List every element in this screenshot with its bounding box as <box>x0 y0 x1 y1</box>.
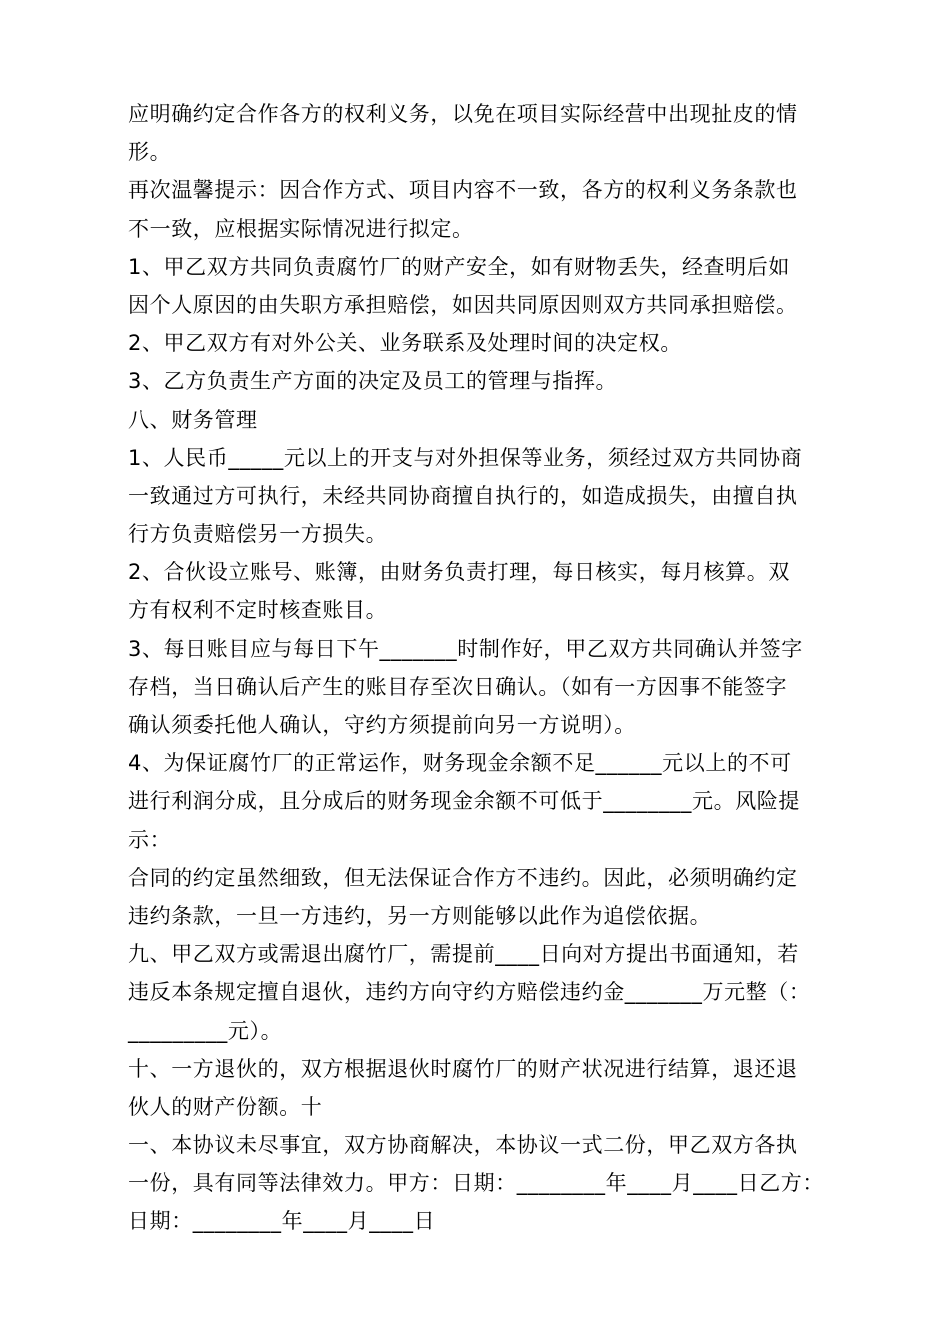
text-line: 确认须委托他人确认，守约方须提前向另一方说明）。 <box>128 713 636 737</box>
signature-line: 日期：________年____月____日 <box>128 1209 436 1234</box>
text-line: 4、为保证腐竹厂的正常运作，财务现金余额不足______元以上的不可 <box>128 751 792 776</box>
text-line: 九、甲乙双方或需退出腐竹厂，需提前____日向对方提出书面通知，若 <box>128 942 799 967</box>
text-line: 3、每日账目应与每日下午_______时制作好，甲乙双方共同确认并签字 <box>128 636 803 661</box>
text-line: 3、乙方负责生产方面的决定及员工的管理与指挥。 <box>128 369 618 394</box>
text-line: 行方负责赔偿另一方损失。 <box>128 522 388 547</box>
text-line: 再次温馨提示：因合作方式、项目内容不一致，各方的权利义务条款也 <box>128 178 798 203</box>
document-body <box>128 95 828 1241</box>
text-line: _________元）。 <box>128 1018 283 1043</box>
text-line: 十、一方退伙的，双方根据退伙时腐竹厂的财产状况进行结算，退还退 <box>128 1056 798 1081</box>
text-line: 违约条款，一旦一方违约，另一方则能够以此作为追偿依据。 <box>128 903 712 928</box>
text-line: 2、甲乙双方有对外公关、业务联系及处理时间的决定权。 <box>128 331 682 356</box>
text-line: 伙人的财产份额。十 <box>128 1094 323 1119</box>
text-line: 形。 <box>128 140 172 165</box>
text-line: 1、甲乙双方共同负责腐竹厂的财产安全，如有财物丢失，经查明后如 <box>128 254 790 279</box>
section-heading: 八、财务管理 <box>128 407 258 432</box>
text-line: 因个人原因的由失职方承担赔偿，如因共同原因则双方共同承担赔偿。 <box>128 292 798 317</box>
text-line: 不一致，应根据实际情况进行拟定。 <box>128 216 474 241</box>
text-line: 1、人民币_____元以上的开支与对外担保等业务，须经过双方共同协商 <box>128 445 803 470</box>
text-line: 应明确约定合作各方的权利义务，以免在项目实际经营中出现扯皮的情 <box>128 102 798 126</box>
text-line: 存档，当日确认后产生的账目存至次日确认。（如有一方因事不能签字 <box>128 674 788 699</box>
text-line: 一致通过方可执行，未经共同协商擅自执行的，如造成损失，由擅自执 <box>128 483 798 508</box>
text-line: 违反本条规定擅自退伙，违约方向守约方赔偿违约金_______万元整（： <box>128 980 811 1005</box>
text-line: 2、合伙设立账号、账簿，由财务负责打理，每日核实，每月核算。双 <box>128 560 790 585</box>
signature-line: 一份，具有同等法律效力。甲方：日期：________年____月____日乙方： <box>128 1171 824 1196</box>
text-line: 方有权利不定时核查账目。 <box>128 598 388 623</box>
text-line: 合同的约定虽然细致，但无法保证合作方不违约。因此，必须明确约定 <box>128 865 798 890</box>
text-line: 示： <box>128 827 172 852</box>
text-line: 一、本协议未尽事宜，双方协商解决，本协议一式二份，甲乙双方各执 <box>128 1133 798 1158</box>
text-line: 进行利润分成，且分成后的财务现金余额不可低于________元。风险提 <box>128 789 800 814</box>
